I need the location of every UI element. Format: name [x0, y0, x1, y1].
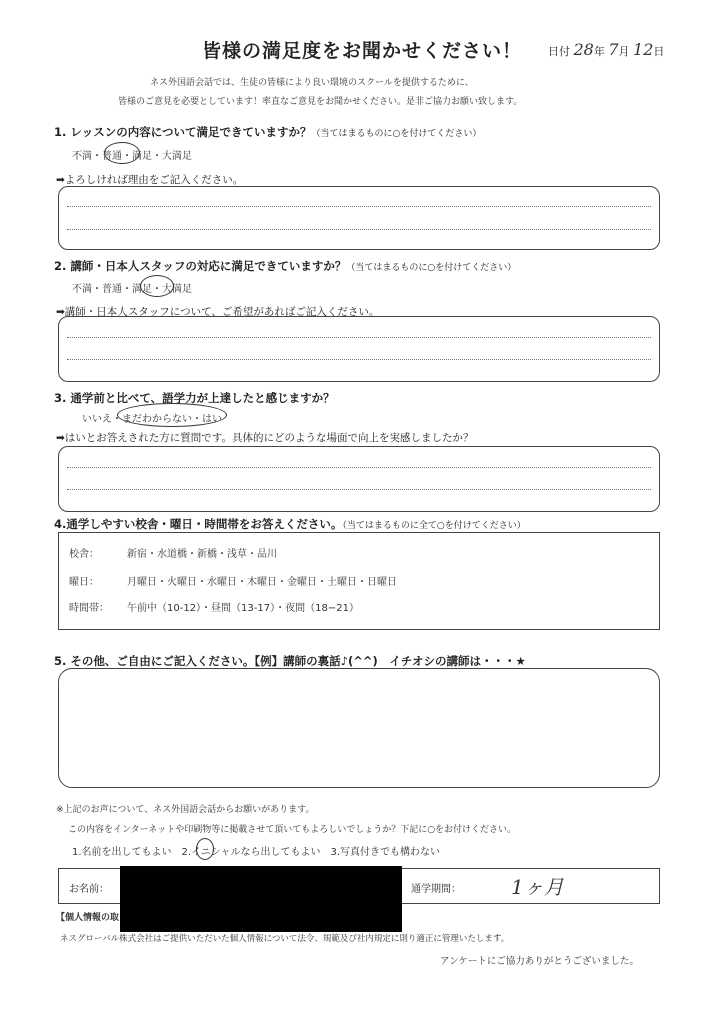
name-redaction: [120, 866, 402, 932]
consent-line-2: この内容をインターネットや印刷物等に掲載させて頂いてもよろしいでしょうか？下記に○をお付けください。: [68, 825, 517, 835]
q2-prompt: ➡講師・日本人スタッフについて、ご希望があればご記入ください。: [56, 306, 380, 318]
q1-answer-circle: [104, 142, 140, 164]
q4-choices-box: [58, 532, 660, 630]
consent-answer-circle: [196, 838, 214, 860]
q4-row-time-label: 時間帯：: [69, 603, 109, 614]
q1-note: （当てはまるものに○を付けてください）: [311, 129, 482, 139]
page-title: 皆様の満足度をお聞かせください！: [201, 40, 522, 62]
q4-row-campus-label: 校舎：: [69, 549, 99, 560]
q4-row-campus-value: 新宿・水道橋・新橋・浅草・品川: [127, 549, 277, 560]
period-label: 通学期間：: [411, 884, 461, 895]
q2-options: 不満・普通・満足・大満足: [72, 284, 192, 295]
q3-answer-circle: [117, 403, 227, 427]
period-value[interactable]: 1ヶ月: [511, 875, 564, 899]
q1-prompt: ➡よろしければ理由をご記入ください。: [56, 174, 244, 186]
name-label: お名前：: [69, 884, 109, 895]
date-field: [548, 40, 664, 59]
date-day-unit: 日: [653, 45, 665, 58]
q5-answer-box[interactable]: [58, 668, 660, 788]
q2-note: （当てはまるものに○を付けてください）: [346, 263, 517, 273]
q3-question: 3. 通学前と比べて、語学力が上達したと感じますか？: [54, 391, 335, 405]
q3-prompt: ➡はいとお答えされた方に質問です。具体的にどのような場面で向上を実感しましたか？: [56, 432, 474, 444]
q2-question-text: 2. 講師・日本人スタッフの対応に満足できていますか？: [54, 259, 347, 273]
q2-answer-circle: [140, 275, 174, 297]
q3-answer-box[interactable]: [58, 446, 660, 512]
privacy-heading: 【個人情報の取: [56, 913, 120, 923]
date-month-unit: 月: [618, 45, 630, 58]
q4-row-campus[interactable]: [69, 545, 277, 560]
consent-line-1: ※上記のお声について、ネス外国語会話からお願いがあります。: [56, 805, 315, 815]
q1-question: [54, 124, 481, 140]
q2-answer-box[interactable]: [58, 316, 660, 382]
q4-row-time-value: 午前中（10-12）・昼間（13-17）・夜間（18−21）: [127, 603, 359, 614]
date-day: 12: [633, 40, 654, 59]
q4-row-time[interactable]: [69, 599, 359, 614]
thanks-note: アンケートにご協力ありがとうございました。: [440, 956, 639, 967]
q4-question-text: 4.通学しやすい校舎・曜日・時間帯をお答えください。: [54, 517, 343, 531]
q4-note: （当てはまるものに全て○を付けてください）: [342, 521, 526, 531]
q4-row-day-label: 曜日：: [69, 577, 99, 588]
q1-options: 不満・普通・満足・大満足: [72, 151, 192, 162]
privacy-text: ネスグローバル株式会社はご提供いただいた個人情報について法令、規範及び社内規定に則り適正に管理いたします。: [60, 934, 510, 944]
date-label: 日付: [548, 45, 570, 58]
q5-question: 5. その他、ご自由にご記入ください。【例】講師の裏話♪(^^) イチオシの講師は・・・★: [54, 654, 526, 668]
date-year-unit: 年: [593, 45, 605, 58]
intro-line-1: ネス外国語会話では、生徒の皆様により良い環境のスクールを提供するために、: [150, 78, 474, 88]
q2-question: [54, 258, 516, 274]
q3-options: いいえ・まだわからない・はい: [82, 414, 222, 425]
q1-question-text: 1. レッスンの内容について満足できていますか？: [54, 125, 312, 139]
q1-answer-box[interactable]: [58, 186, 660, 250]
consent-options: 1.名前を出してもよい 2.イニシャルなら出してもよい 3.写真付きでも構わない: [72, 847, 441, 858]
date-year: 28: [573, 40, 594, 59]
q4-question: [54, 516, 526, 532]
q4-row-day[interactable]: [69, 573, 397, 588]
date-month: 7: [608, 40, 619, 59]
intro-line-2: 皆様のご意見を必要としています！率直なご意見をお聞かせください。是非ご協力お願い致します。: [118, 97, 523, 107]
q4-row-day-value: 月曜日・火曜日・水曜日・木曜日・金曜日・土曜日・日曜日: [127, 577, 397, 588]
